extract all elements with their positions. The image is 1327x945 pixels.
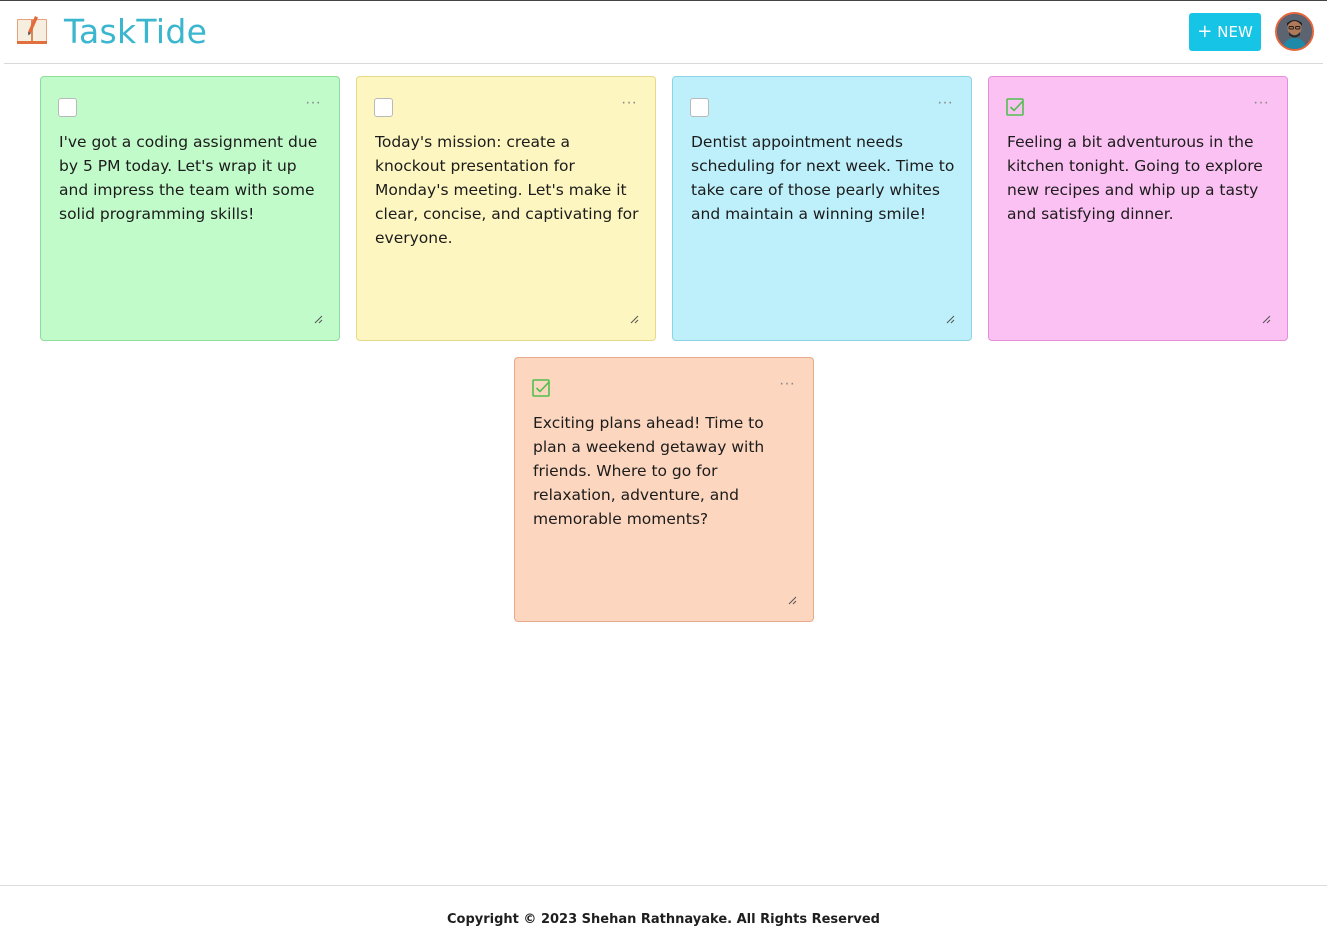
checked-icon [532,379,551,398]
plus-icon: + [1197,21,1213,42]
resize-handle-icon[interactable] [788,596,797,605]
more-options-icon[interactable]: ··· [621,94,637,111]
more-options-icon[interactable]: ··· [1253,94,1269,111]
page-footer [0,885,1327,945]
note-text[interactable]: Exciting plans ahead! Time to plan a weekend getaway with friends. Where to go for relaxation, adventure, and memorable moments? [533,414,765,528]
resize-handle-icon[interactable] [630,315,639,324]
resize-handle-icon[interactable] [314,315,323,324]
user-avatar-icon[interactable] [1275,12,1314,51]
notebook-logo-icon [14,12,50,48]
app-title: TaskTide [64,12,208,51]
note-checkbox-checked[interactable] [1006,98,1025,117]
new-note-label: NEW [1217,23,1253,41]
note-text[interactable]: I've got a coding assignment due by 5 PM today. Let's wrap it up and impress the team with some solid programming skills! [59,133,318,223]
resize-handle-icon[interactable] [1262,315,1271,324]
app-header [4,1,1323,64]
note-card [356,76,656,341]
note-checkbox[interactable] [690,98,709,117]
copyright-text: Copyright © 2023 Shehan Rathnayake. All Rights Reserved [447,912,880,927]
note-card [40,76,340,341]
note-card [514,357,814,622]
note-card [988,76,1288,341]
new-note-button[interactable] [1189,13,1261,51]
checked-icon [1006,98,1025,117]
note-text[interactable]: Dentist appointment needs scheduling for next week. Time to take care of those pearly whites and maintain a winning smile! [691,133,955,223]
more-options-icon[interactable]: ··· [305,94,321,111]
note-card [672,76,972,341]
note-checkbox[interactable] [374,98,393,117]
note-checkbox-checked[interactable] [532,379,551,398]
resize-handle-icon[interactable] [946,315,955,324]
more-options-icon[interactable]: ··· [779,375,795,392]
note-text[interactable]: Today's mission: create a knockout presentation for Monday's meeting. Let's make it clear, concise, and captivating for everyone. [375,133,639,247]
more-options-icon[interactable]: ··· [937,94,953,111]
note-text[interactable]: Feeling a bit adventurous in the kitchen tonight. Going to explore new recipes and whip up a tasty and satisfying dinner. [1007,133,1263,223]
note-checkbox[interactable] [58,98,77,117]
